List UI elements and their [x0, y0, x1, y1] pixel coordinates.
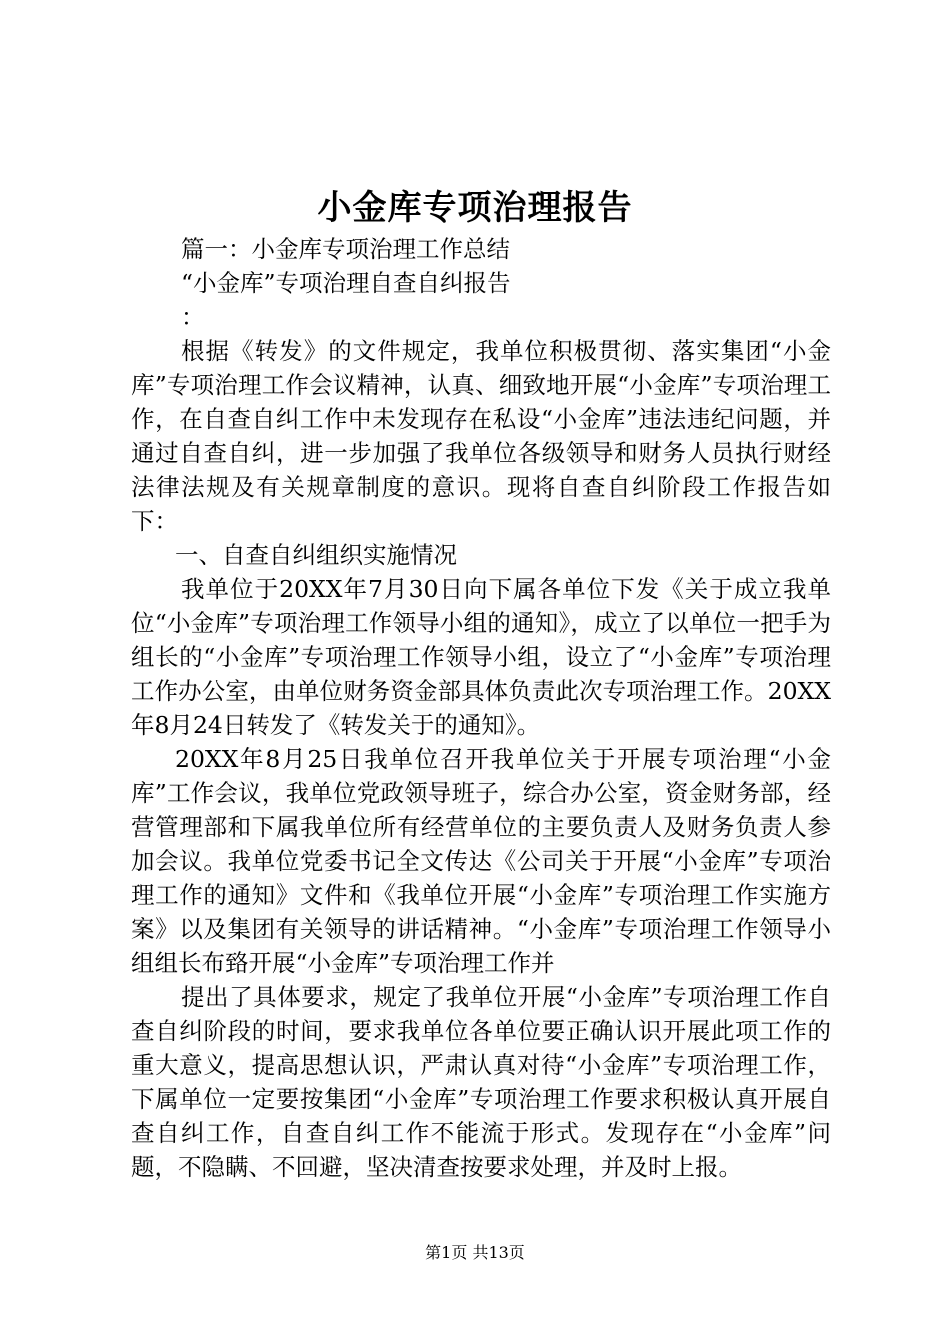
paragraph-organization: 我单位于20XX年7月30日向下属各单位下发《关于成立我单位“小金库”专项治理工作领导小组的通知》，成立了以单位一把手为组长的“小金库”专项治理工作领导小组，设立了“小金库”专项治理工作办公室，由单位财务资金部具体负责此次专项治理工作。20XX年8月24日转发了《转发关于的通知》。: [131, 575, 831, 739]
document-title: 小金库专项治理报告: [317, 188, 633, 228]
paragraph-meeting: 20XX年8月25日我单位召开我单位关于开展专项治理“小金库”工作会议，我单位党政领导班子，综合办公室，资金财务部，经营管理部和下属我单位所有经营单位的主要负责人及财务负责人参加会议。我单位党委书记全文传达《公司关于开展“小金库”专项治理工作的通知》文件和《我单位开展“小金库”专项治理工作实施方案》以及集团有关领导的讲话精神。“小金库”专项治理工作领导小组组长布臵开展“小金库”专项治理工作并: [131, 745, 831, 977]
paragraph-intro: 根据《转发》的文件规定，我单位积极贯彻、落实集团“小金库”专项治理工作会议精神，认真、细致地开展“小金库”专项治理工作，在自查自纠工作中未发现存在私设“小金库”违法违纪问题，并通过自查自纠，进一步加强了我单位各级领导和财务人员执行财经法律法规及有关规章制度的意识。现将自查自纠阶段工作报告如下：: [131, 337, 831, 535]
page-number: 第1页 共13页: [425, 1243, 525, 1262]
report-heading: “小金库”专项治理自查自纠报告: [181, 269, 511, 297]
subsection-heading: 一、自查自纠组织实施情况: [175, 541, 457, 569]
paragraph-requirements: 提出了具体要求，规定了我单位开展“小金库”专项治理工作自查自纠阶段的时间，要求我单位各单位要正确认识开展此项工作的重大意义，提高思想认识，严肃认真对待“小金库”专项治理工作，下属单位一定要按集团“小金库”专项治理工作要求积极认真开展自查自纠工作，自查自纠工作不能流于形式。发现存在“小金库”问题，不隐瞒、不回避，坚决清查按要求处理，并及时上报。: [131, 983, 831, 1181]
section-heading: 篇一：小金库专项治理工作总结: [181, 235, 510, 263]
document-body: [131, 232, 831, 1184]
salutation: ：: [181, 303, 205, 331]
